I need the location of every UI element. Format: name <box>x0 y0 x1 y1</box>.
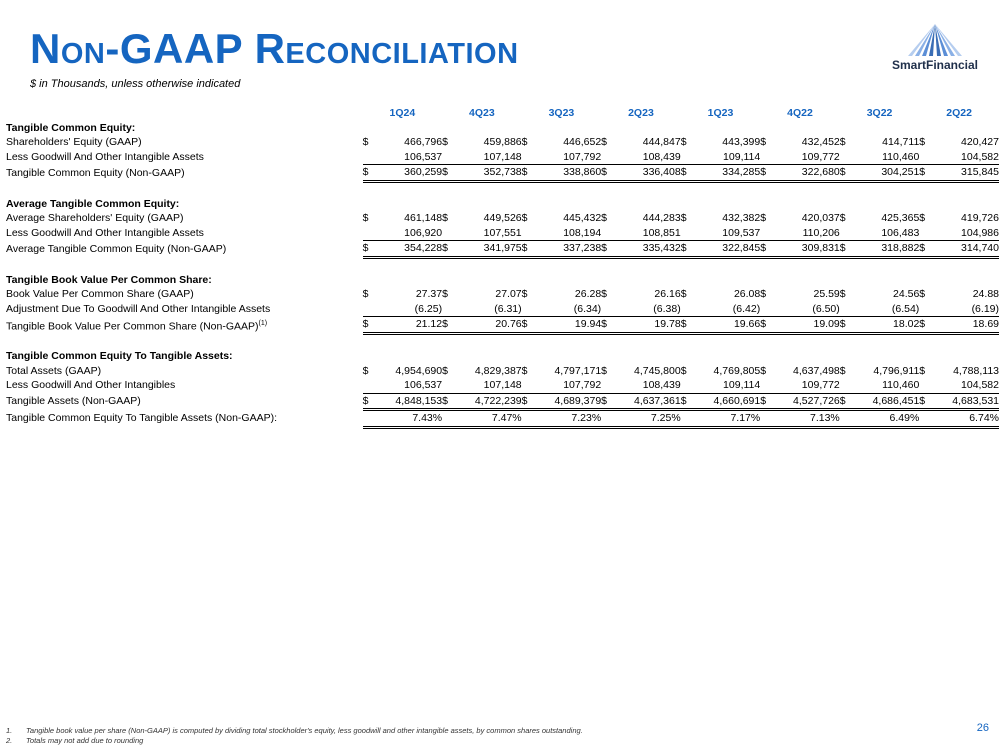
table-cell-value: 27.37 <box>415 288 443 300</box>
section-title: Tangible Book Value Per Common Share: <box>6 273 212 286</box>
page-title: Non-GAAP Reconciliation <box>30 25 519 72</box>
table-cell-value: 432,382 <box>722 212 761 224</box>
row-label-text: Less Goodwill And Other Intangibles <box>6 379 176 392</box>
currency-symbol: $ <box>760 317 772 334</box>
currency-symbol: $ <box>363 165 375 182</box>
footnote-number: 1. <box>6 726 13 735</box>
table-cell-value: (6.54) <box>852 302 920 317</box>
row-label-text: Tangible Common Equity (Non-GAAP) <box>6 166 185 179</box>
table-cell-value: 104,986 <box>931 226 999 241</box>
spacer-row <box>6 181 999 197</box>
table-cell-value: 443,399 <box>722 136 761 148</box>
section-header-row <box>6 197 999 212</box>
currency-symbol: $ <box>442 288 448 300</box>
currency-symbol: $ <box>442 317 454 334</box>
table-body <box>6 121 999 428</box>
table-row <box>6 410 999 428</box>
table-cell-value: 4,769,805 <box>713 364 761 377</box>
currency-symbol <box>681 410 693 428</box>
footnote-text: Totals may not add due to rounding <box>26 736 144 745</box>
currency-symbol: $ <box>522 317 534 334</box>
currency-symbol: $ <box>760 241 772 258</box>
currency-symbol <box>522 150 534 165</box>
spacer-row <box>6 257 999 273</box>
currency-symbol <box>442 226 454 241</box>
currency-symbol: $ <box>601 317 613 334</box>
currency-symbol: $ <box>601 393 613 410</box>
spacer-cell <box>6 181 999 197</box>
table-cell-value: 108,439 <box>613 378 681 393</box>
table-cell-value: 106,537 <box>374 150 442 165</box>
currency-symbol <box>442 302 454 317</box>
currency-symbol <box>601 150 613 165</box>
currency-symbol: $ <box>601 212 608 224</box>
currency-symbol <box>522 226 534 241</box>
currency-symbol: $ <box>680 364 687 377</box>
row-label-text: Book Value Per Common Share (GAAP) <box>6 288 194 300</box>
table-cell-value: 4,829,387 <box>474 364 522 377</box>
currency-symbol: $ <box>521 212 528 224</box>
table-cell-value: 309,831 <box>772 241 840 258</box>
footnotes <box>6 726 583 746</box>
row-label <box>6 150 363 165</box>
currency-symbol <box>919 150 931 165</box>
spacer-cell <box>6 334 999 350</box>
table-cell-value: (6.34) <box>534 302 602 317</box>
currency-symbol: $ <box>919 241 931 258</box>
row-label-text: Average Shareholders' Equity (GAAP) <box>6 212 184 224</box>
table-cell-value: 334,285 <box>693 165 761 182</box>
table-cell-value: 322,680 <box>772 165 840 182</box>
currency-symbol <box>601 410 613 428</box>
footnote <box>6 736 583 746</box>
table-cell-value: 304,251 <box>852 165 920 182</box>
row-label-text: Less Goodwill And Other Intangible Assets <box>6 226 204 239</box>
currency-symbol: $ <box>919 393 931 410</box>
currency-symbol: $ <box>680 136 687 148</box>
currency-symbol <box>601 378 613 393</box>
currency-symbol <box>919 302 931 317</box>
logo-text: SmartFinancial <box>891 58 979 72</box>
currency-symbol: $ <box>522 165 534 182</box>
table-cell-value: 104,582 <box>931 150 999 165</box>
table-cell-value: 4,527,726 <box>772 393 840 410</box>
table-cell-value: 338,860 <box>534 165 602 182</box>
table-cell-value: 107,792 <box>534 378 602 393</box>
currency-symbol: $ <box>760 288 767 300</box>
period-header: 3Q23 <box>548 107 575 119</box>
reconciliation-table <box>6 106 999 429</box>
currency-symbol: $ <box>601 165 613 182</box>
currency-symbol: $ <box>681 317 693 334</box>
currency-symbol: $ <box>840 317 852 334</box>
currency-symbol: $ <box>442 165 454 182</box>
row-label <box>6 165 363 182</box>
currency-symbol: $ <box>521 364 528 377</box>
row-label <box>6 241 363 258</box>
currency-symbol <box>919 410 931 428</box>
table-cell-value: 24.88 <box>972 288 999 300</box>
currency-symbol: $ <box>760 364 767 377</box>
table-cell-value: 106,483 <box>852 226 920 241</box>
currency-symbol <box>760 378 772 393</box>
currency-symbol <box>363 150 375 165</box>
table-row <box>6 165 999 182</box>
table-cell-value: 420,427 <box>961 136 999 148</box>
table-cell-value: 444,283 <box>642 212 681 224</box>
logo-mark-icon <box>902 24 968 58</box>
table-cell-value: (6.19) <box>931 302 999 317</box>
currency-symbol: $ <box>840 241 852 258</box>
currency-symbol: $ <box>442 136 448 148</box>
period-header: 1Q24 <box>389 107 416 119</box>
table-cell-value: 104,582 <box>931 378 999 393</box>
row-label <box>6 364 363 379</box>
table-cell-value: 108,851 <box>613 226 681 241</box>
row-label-text: Adjustment Due To Goodwill And Other Intangible Assets <box>6 302 271 315</box>
table-cell-value: 341,975 <box>454 241 522 258</box>
table-cell-value: 6.74% <box>931 410 999 428</box>
table-cell-value: 337,238 <box>534 241 602 258</box>
table-cell-value: 7.17% <box>693 410 761 428</box>
table-cell-value: 107,148 <box>454 150 522 165</box>
table-cell-value: 352,738 <box>454 165 522 182</box>
currency-symbol: $ <box>839 212 846 224</box>
table-cell-value: 7.43% <box>374 410 442 428</box>
table-cell-value: 7.23% <box>534 410 602 428</box>
table-cell-value: 4,797,171 <box>554 364 602 377</box>
row-label-text: Less Goodwill And Other Intangible Assets <box>6 150 204 163</box>
table-cell-value: 4,689,379 <box>534 393 602 410</box>
footnote-text: Tangible book value per share (Non-GAAP) is computed by dividing total stockholder's equity, less goodwill and other intangible assets, by common shares outstanding. <box>26 726 583 735</box>
currency-symbol: $ <box>521 136 528 148</box>
row-label-text: Total Assets (GAAP) <box>6 364 102 377</box>
currency-symbol <box>760 150 772 165</box>
period-header: 2Q23 <box>628 107 654 119</box>
table-cell-value: 7.13% <box>772 410 840 428</box>
currency-symbol: $ <box>760 212 767 224</box>
currency-symbol: $ <box>839 136 846 148</box>
currency-symbol: $ <box>362 136 369 148</box>
currency-symbol: $ <box>442 212 448 224</box>
header-blank <box>6 106 363 121</box>
row-label <box>6 410 363 428</box>
table-cell-value: (6.50) <box>772 302 840 317</box>
table-cell-value: 4,788,113 <box>953 364 999 377</box>
table-cell-value: (6.38) <box>613 302 681 317</box>
table-cell-value: 24.56 <box>893 288 920 300</box>
period-header: 3Q22 <box>866 107 893 119</box>
table-cell-value: 18.02 <box>852 317 920 334</box>
period-header: 1Q23 <box>707 107 734 119</box>
currency-symbol: $ <box>362 212 369 224</box>
table-cell-value: (6.31) <box>454 302 522 317</box>
currency-symbol: $ <box>522 393 534 410</box>
currency-symbol <box>522 302 534 317</box>
table-row <box>6 393 999 410</box>
currency-symbol: $ <box>442 241 454 258</box>
row-label-text: Tangible Common Equity To Tangible Assets (Non-GAAP): <box>6 412 277 424</box>
row-label <box>6 135 363 150</box>
table-cell-value: 414,711 <box>882 136 920 148</box>
row-label <box>6 302 363 317</box>
currency-symbol: $ <box>601 288 608 300</box>
period-header: 4Q23 <box>469 107 495 119</box>
currency-symbol: $ <box>919 136 926 148</box>
currency-symbol <box>442 150 454 165</box>
currency-symbol: $ <box>362 288 369 300</box>
currency-symbol: $ <box>760 136 767 148</box>
table-cell-value: 109,772 <box>772 378 840 393</box>
table-row <box>6 302 999 317</box>
currency-symbol <box>840 410 852 428</box>
table-cell-value: 110,460 <box>852 378 920 393</box>
currency-symbol: $ <box>760 165 772 182</box>
table-cell-value: 445,432 <box>563 212 602 224</box>
currency-symbol <box>760 302 772 317</box>
table-row <box>6 211 999 226</box>
table-row <box>6 317 999 334</box>
footnote-ref: (1) <box>258 319 268 327</box>
currency-symbol <box>681 150 693 165</box>
currency-symbol: $ <box>840 165 852 182</box>
table-cell-value: 318,882 <box>852 241 920 258</box>
currency-symbol: $ <box>601 136 608 148</box>
row-label <box>6 226 363 241</box>
currency-symbol: $ <box>442 393 454 410</box>
currency-symbol: $ <box>681 393 693 410</box>
currency-symbol: $ <box>681 241 693 258</box>
table-row <box>6 226 999 241</box>
table-cell-value: 109,114 <box>693 378 761 393</box>
table-cell-value: 106,920 <box>374 226 442 241</box>
currency-symbol <box>681 302 693 317</box>
currency-symbol: $ <box>680 212 687 224</box>
currency-symbol: $ <box>601 364 608 377</box>
table-cell-value: 4,660,691 <box>693 393 761 410</box>
currency-symbol: $ <box>522 241 534 258</box>
table-cell-value: 26.16 <box>654 288 681 300</box>
section-header-row <box>6 349 999 364</box>
table-cell-value: 4,848,153 <box>374 393 442 410</box>
table-row <box>6 135 999 150</box>
table-cell-value: (6.42) <box>693 302 761 317</box>
table-cell-value: (6.25) <box>374 302 442 317</box>
section-header-row <box>6 121 999 136</box>
currency-symbol <box>522 378 534 393</box>
page-number: 26 <box>976 722 989 734</box>
table-cell-value: 354,228 <box>374 241 442 258</box>
table-row <box>6 287 999 302</box>
footnote <box>6 726 583 736</box>
currency-symbol <box>919 378 931 393</box>
currency-symbol: $ <box>363 393 375 410</box>
currency-symbol <box>442 410 454 428</box>
row-label-text: Tangible Assets (Non-GAAP) <box>6 395 141 407</box>
table-cell-value: 335,432 <box>613 241 681 258</box>
currency-symbol: $ <box>521 288 528 300</box>
table-cell-value: 110,460 <box>852 150 920 165</box>
currency-symbol: $ <box>840 393 852 410</box>
currency-symbol <box>919 226 931 241</box>
currency-symbol <box>522 410 534 428</box>
table-cell-value: 4,637,361 <box>613 393 681 410</box>
table-cell-value: 108,194 <box>534 226 602 241</box>
row-label <box>6 211 363 226</box>
period-header-row <box>6 106 999 121</box>
row-label-text: Average Tangible Common Equity (Non-GAAP) <box>6 242 227 255</box>
table-cell-value: 4,686,451 <box>852 393 920 410</box>
table-cell-value: 446,652 <box>563 136 602 148</box>
currency-symbol <box>681 226 693 241</box>
period-header: 4Q22 <box>787 107 813 119</box>
currency-symbol: $ <box>681 165 693 182</box>
section-title: Tangible Common Equity To Tangible Assets: <box>6 350 233 362</box>
table-cell-value: 4,954,690 <box>395 364 443 377</box>
table-cell-value: 107,792 <box>534 150 602 165</box>
table-cell-value: 19.09 <box>772 317 840 334</box>
spacer-cell <box>6 257 999 273</box>
period-header: 2Q22 <box>946 107 972 119</box>
row-label <box>6 393 363 410</box>
currency-symbol: $ <box>760 393 772 410</box>
table-cell-value: 4,683,531 <box>931 393 999 410</box>
table-cell-value: 420,037 <box>801 212 840 224</box>
table-cell-value: 459,886 <box>483 136 522 148</box>
currency-symbol: $ <box>839 364 846 377</box>
currency-symbol <box>363 410 375 428</box>
currency-symbol: $ <box>919 317 931 334</box>
table-row <box>6 241 999 258</box>
currency-symbol: $ <box>442 364 448 377</box>
table-cell-value: 19.66 <box>693 317 761 334</box>
table-cell-value: 425,365 <box>881 212 920 224</box>
currency-symbol <box>363 378 375 393</box>
row-label <box>6 378 363 393</box>
table-cell-value: 110,206 <box>772 226 840 241</box>
section-title: Average Tangible Common Equity: <box>6 197 180 210</box>
company-logo <box>880 24 990 74</box>
table-row <box>6 150 999 165</box>
section-title: Tangible Common Equity: <box>6 121 136 134</box>
currency-symbol <box>601 226 613 241</box>
row-label <box>6 287 363 302</box>
currency-symbol <box>840 150 852 165</box>
table-cell-value: 109,537 <box>693 226 761 241</box>
currency-symbol: $ <box>919 165 931 182</box>
table-cell-value: 107,551 <box>454 226 522 241</box>
currency-symbol <box>601 302 613 317</box>
table-cell-value: 322,845 <box>693 241 761 258</box>
table-row <box>6 378 999 393</box>
currency-symbol: $ <box>680 288 687 300</box>
table-row <box>6 364 999 379</box>
table-cell-value: 27.07 <box>495 288 522 300</box>
currency-symbol <box>840 378 852 393</box>
table-cell-value: 109,772 <box>772 150 840 165</box>
currency-symbol: $ <box>919 364 926 377</box>
currency-symbol: $ <box>601 241 613 258</box>
currency-symbol: $ <box>362 364 369 377</box>
table-cell-value: 315,845 <box>931 165 999 182</box>
section-header-row <box>6 273 999 288</box>
table-cell-value: 26.08 <box>733 288 761 300</box>
footnote-number: 2. <box>6 736 13 745</box>
spacer-row <box>6 334 999 350</box>
table-cell-value: 106,537 <box>374 378 442 393</box>
currency-symbol <box>363 226 375 241</box>
table-cell-value: 4,796,911 <box>873 364 920 377</box>
table-cell-value: 19.78 <box>613 317 681 334</box>
currency-symbol: $ <box>363 241 375 258</box>
table-cell-value: 360,259 <box>374 165 442 182</box>
table-cell-value: 432,452 <box>801 136 840 148</box>
table-cell-value: 4,745,800 <box>633 364 681 377</box>
table-cell-value: 466,796 <box>404 136 443 148</box>
table-cell-value: 461,148 <box>404 212 443 224</box>
table-cell-value: 20.76 <box>454 317 522 334</box>
currency-symbol: $ <box>919 288 926 300</box>
table-cell-value: 108,439 <box>613 150 681 165</box>
currency-symbol <box>840 302 852 317</box>
table-cell-value: 107,148 <box>454 378 522 393</box>
currency-symbol: $ <box>363 317 375 334</box>
table-cell-value: 419,726 <box>961 212 999 224</box>
table-cell-value: 6.49% <box>852 410 920 428</box>
table-cell-value: 19.94 <box>534 317 602 334</box>
row-label-text: Shareholders' Equity (GAAP) <box>6 136 142 148</box>
currency-symbol <box>681 378 693 393</box>
table-cell-value: 21.12 <box>374 317 442 334</box>
currency-symbol <box>442 378 454 393</box>
table-cell-value: 444,847 <box>642 136 681 148</box>
currency-symbol <box>760 410 772 428</box>
table-cell-value: 7.47% <box>454 410 522 428</box>
table-cell-value: 7.25% <box>613 410 681 428</box>
currency-symbol <box>840 226 852 241</box>
table-cell-value: 18.69 <box>931 317 999 334</box>
currency-symbol <box>760 226 772 241</box>
row-label <box>6 317 363 334</box>
table-cell-value: 4,637,498 <box>793 364 840 377</box>
currency-symbol: $ <box>919 212 926 224</box>
table-cell-value: 26.28 <box>574 288 602 300</box>
currency-symbol: $ <box>839 288 846 300</box>
table-cell-value: 109,114 <box>693 150 761 165</box>
table-cell-value: 314,740 <box>931 241 999 258</box>
table-cell-value: 4,722,239 <box>454 393 522 410</box>
currency-symbol <box>363 302 375 317</box>
table-cell-value: 25.59 <box>813 288 840 300</box>
table-cell-value: 449,526 <box>483 212 522 224</box>
page-subtitle: $ in Thousands, unless otherwise indicated <box>30 78 241 90</box>
row-label-text: Tangible Book Value Per Common Share (Non-GAAP) <box>6 320 259 332</box>
table-cell-value: 336,408 <box>613 165 681 182</box>
